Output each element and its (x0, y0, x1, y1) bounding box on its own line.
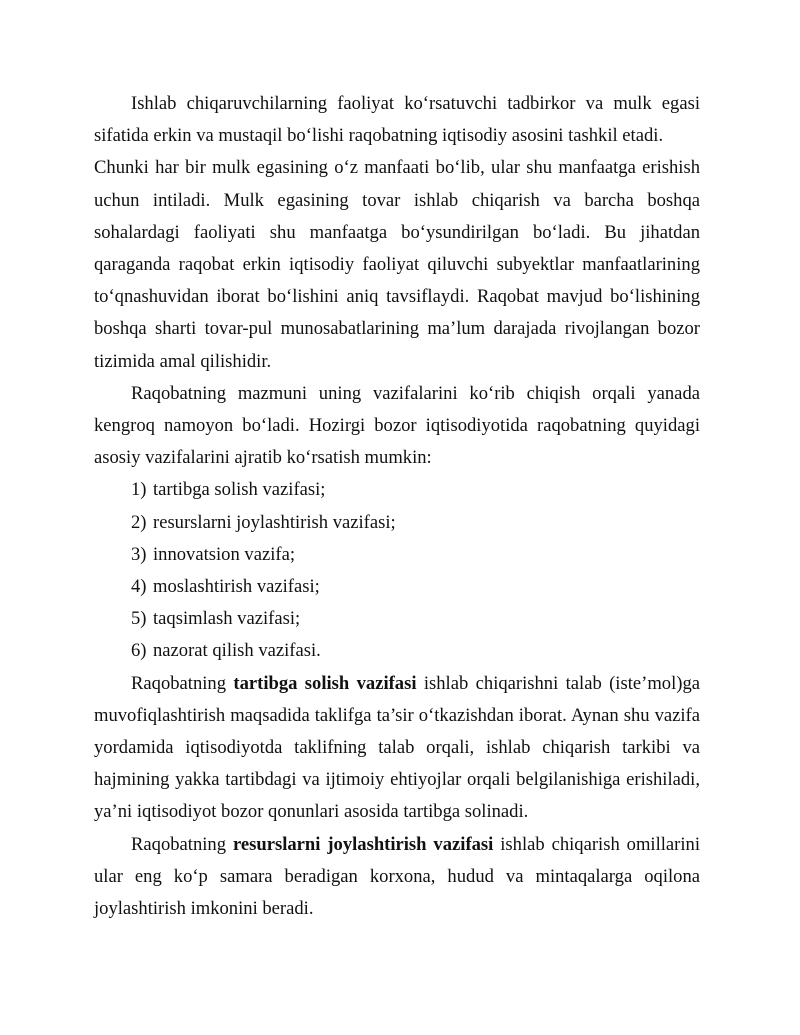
list-item (94, 507, 700, 539)
list-item (94, 571, 700, 603)
list-item-text: nazorat qilish vazifasi. (153, 640, 321, 662)
list-item-number: 3) (131, 543, 147, 565)
list-item-number: 2) (131, 511, 147, 533)
list-item-number: 6) (131, 640, 147, 662)
paragraph-4-term: tartibga solish vazifasi (233, 672, 417, 694)
paragraph-4 (94, 668, 700, 829)
paragraph-5 (94, 829, 700, 926)
paragraph-5-term: resurslarni joylashtirish vazifasi (232, 833, 494, 855)
list-item (94, 539, 700, 571)
list-item-number: 4) (131, 576, 147, 598)
list-item-text: innovatsion vazifa; (153, 543, 295, 565)
functions-list (94, 474, 700, 667)
list-item (94, 474, 700, 506)
paragraph-4-body: ishlab chiqarishni talab (iste’mol)ga muvofiqlashtirish maqsadida taklifga ta’sir o‘tkazishdan iborat. Aynan shu vazifa yordamida iqtisodiyotda taklifning talab orqali, ishlab chiqarish tarkibi va hajmining yakka tartibdagi va ijtimoiy ehtiyojlar orqali belgilanishiga erishiladi, ya’ni iqtisodiyot bozor qonunlari asosida tartibga solinadi. (94, 672, 700, 823)
paragraph-1: Ishlab chiqaruvchilarning faoliyat ko‘rsatuvchi tadbirkor va mulk egasi sifatida erkin va mustaqil bo‘lishi raqobatning iqtisodiy asosini tashkil etadi. (94, 93, 700, 147)
paragraph-5-lead: Raqobatning (131, 833, 233, 855)
list-item-text: tartibga solish vazifasi; (153, 479, 326, 501)
list-item (94, 635, 700, 667)
list-item-text: taqsimlash vazifasi; (153, 608, 301, 630)
list-item-text: moslashtirish vazifasi; (153, 576, 320, 598)
paragraph-2: Chunki har bir mulk egasining o‘z manfaati bo‘lib, ular shu manfaatga erishish uchun intiladi. Mulk egasining tovar ishlab chiqarish va barcha boshqa sohalardagi faoliyati shu manfaatga bo‘ysundirilgan bo‘ladi. Bu jihatdan qaraganda raqobat erkin iqtisodiy faoliyat qiluvchi subyektlar manfaatlarining to‘qnashuvidan iborat bo‘lishini aniq tavsiflaydi. Raqobat mavjud bo‘lishining boshqa sharti tovar-pul munosabatlarining ma’lum darajada rivojlangan bozor tizimida amal qilishidir. (94, 157, 700, 372)
paragraph-5-body: ishlab chiqarish omillarini ular eng ko‘p samara beradigan korxona, hudud va mintaqalarga oqilona joylashtirish imkonini beradi. (94, 833, 701, 920)
list-item-number: 5) (131, 608, 147, 630)
list-item (94, 603, 700, 635)
paragraph-3: Raqobatning mazmuni uning vazifalarini ko‘rib chiqish orqali yanada kengroq namoyon bo‘ladi. Hozirgi bozor iqtisodiyotida raqobatning quyidagi asosiy vazifalarini ajratib ko‘rsatish mumkin: (94, 382, 700, 469)
list-item-text: resurslarni joylashtirish vazifasi; (153, 511, 396, 533)
paragraph-4-lead: Raqobatning (131, 672, 234, 694)
list-item-number: 1) (131, 479, 147, 501)
